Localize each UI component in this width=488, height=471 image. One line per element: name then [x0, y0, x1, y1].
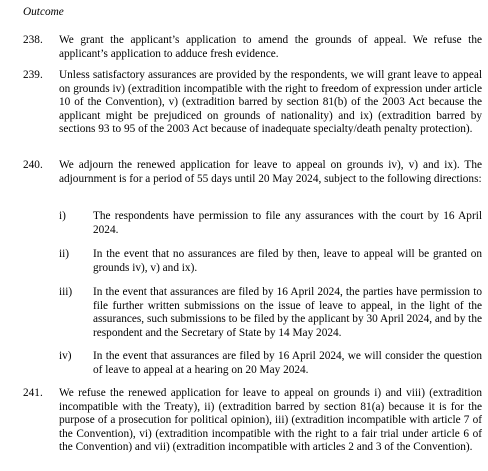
- paragraph-text: We refuse the renewed application for leave to appeal on grounds i) and viii) (extradition incompatible with the Treaty), ii) (extradition barred by section 81(a) because it is for the purpose of a prosecution for political opinion), iii) (extradition incompatible with article 7 of the Convention), vi) (extradition incompatible with the right to a fair trial under article 6 of the Convention) and vii) (extradition incompatible with articles 2 and 3 of the Convention).: [59, 387, 482, 454]
- paragraph-text: We adjourn the renewed application for leave to appeal on grounds iv), v) and ix). The adjournment is for a period of 55 days until 20 May 2024, subject to the following directions:: [59, 159, 482, 185]
- subparagraph-text: In the event that assurances are filed by 16 April 2024, we will consider the question of leave to appeal at a hearing on 20 May 2024.: [93, 350, 482, 376]
- paragraph-text: Unless satisfactory assurances are provided by the respondents, we will grant leave to appeal on grounds iv) (extradition incompatible with the right to freedom of expression under article 10 of the Convention), v) (extradition barred by section 81(b) of the 2003 Act because the applicant might be prejudiced on grounds of nationality) and ix) (extradition barred by sections 93 to 95 of the 2003 Act because of inadequate specialty/death penalty protection).: [59, 69, 482, 136]
- paragraph-number: 240.: [23, 159, 43, 171]
- subparagraph-number: iii): [59, 286, 73, 298]
- paragraph-number: 238.: [23, 34, 43, 46]
- subparagraph-number: i): [59, 210, 66, 222]
- paragraph-text: We grant the applicant’s application to amend the grounds of appeal. We refuse the applicant’s application to adduce fresh evidence.: [59, 34, 482, 60]
- subparagraph-text: The respondents have permission to file any assurances with the court by 16 April 2024.: [93, 210, 482, 236]
- subparagraph-text: In the event that assurances are filed by 16 April 2024, the parties have permission to file further written submissions on the issue of leave to appeal, in the light of the assurances, such submissions to be filed by the applicant by 30 April 2024, and by the respondent and the Secretary of State by 14 May 2024.: [93, 286, 482, 339]
- subparagraph-number: iv): [59, 350, 72, 362]
- section-heading: Outcome: [23, 6, 64, 18]
- paragraph-number: 239.: [23, 69, 43, 81]
- subparagraph-text: In the event that no assurances are filed by then, leave to appeal will be granted on grounds iv), v) and ix).: [93, 248, 482, 274]
- paragraph-number: 241.: [23, 387, 43, 399]
- subparagraph-number: ii): [59, 248, 70, 260]
